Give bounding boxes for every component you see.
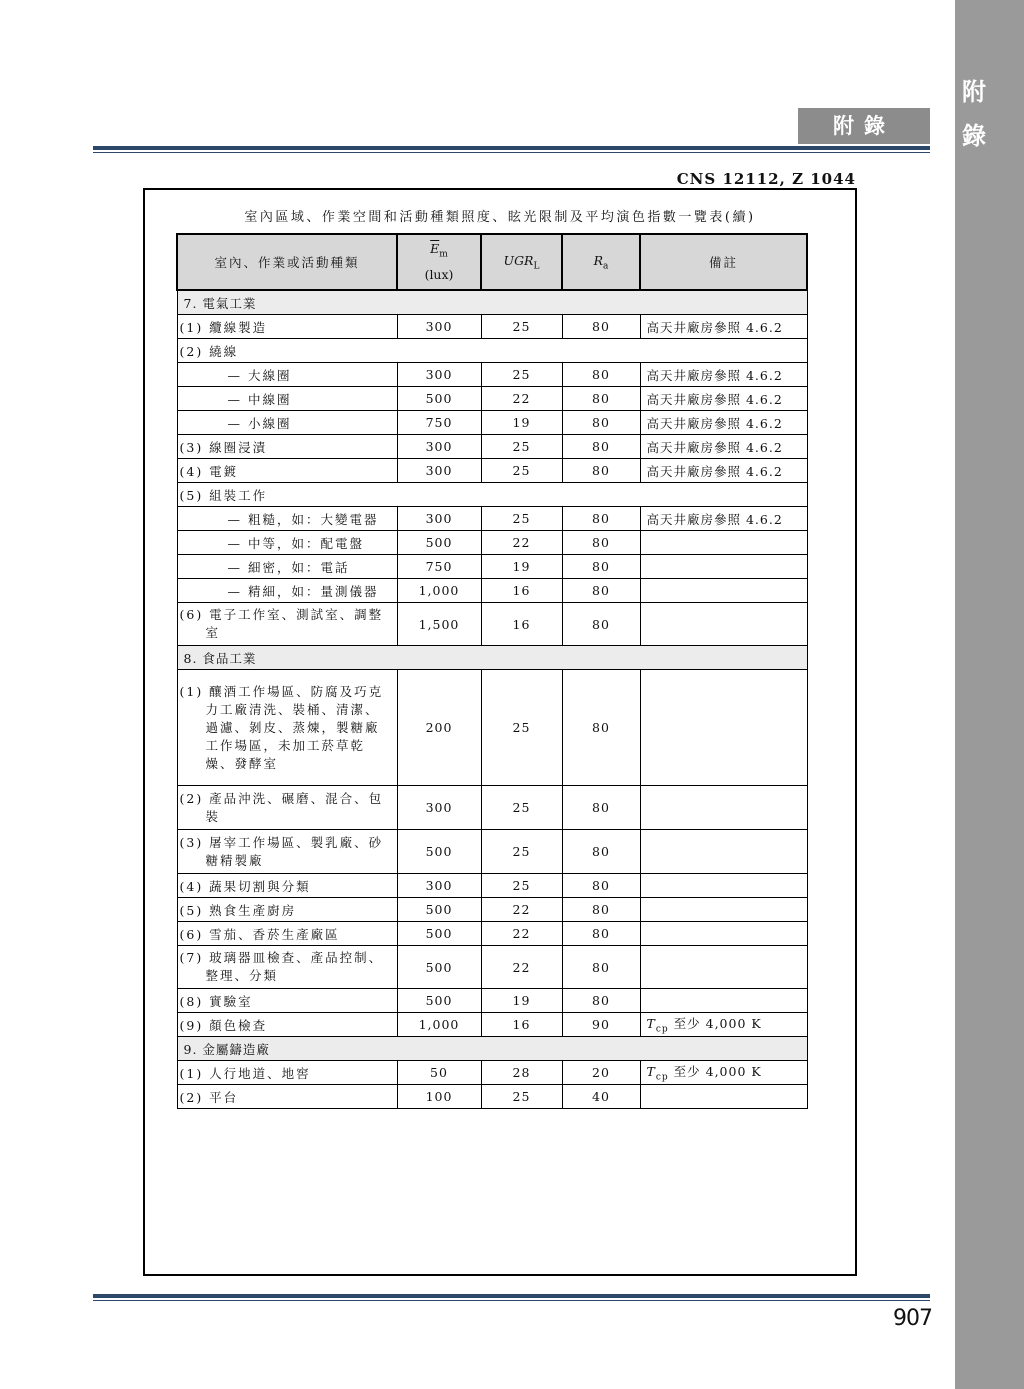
remarks-cell [640, 989, 807, 1013]
column-header-ra: $R_a$ [562, 234, 640, 290]
footer-rule-thick [93, 1294, 930, 1298]
table-row [177, 874, 807, 898]
em-value-cell: 50 [397, 1061, 481, 1085]
remarks-cell [640, 579, 807, 603]
em-value-cell: 1,000 [397, 1013, 481, 1037]
remarks-cell: 高天井廠房參照 4.6.2 [640, 315, 807, 339]
ugr-value-cell: 28 [481, 1061, 562, 1085]
table-row [177, 387, 807, 411]
section-row [177, 290, 807, 315]
ugr-value-cell: 22 [481, 898, 562, 922]
activity-cell: (2) 繞線 [177, 339, 807, 363]
section-row [177, 1037, 807, 1061]
remarks-cell: 高天井廠房參照 4.6.2 [640, 459, 807, 483]
ra-value-cell: 80 [562, 898, 640, 922]
em-value-cell: 500 [397, 531, 481, 555]
page-number: 907 [893, 1306, 932, 1331]
em-value-cell: 300 [397, 786, 481, 830]
ugr-value-cell: 22 [481, 922, 562, 946]
table-row [177, 830, 807, 874]
table-row [177, 898, 807, 922]
activity-cell: — 小線圈 [177, 411, 397, 435]
remarks-cell: 高天井廠房參照 4.6.2 [640, 435, 807, 459]
activity-cell: (6) 電子工作室、測試室、調整室 [177, 603, 397, 646]
table-row [177, 989, 807, 1013]
side-tab-char-1: 附 [962, 78, 986, 106]
activity-cell: — 中線圈 [177, 387, 397, 411]
em-value-cell: 500 [397, 946, 481, 989]
activity-cell: (4) 蔬果切割與分類 [177, 874, 397, 898]
activity-cell: (9) 顏色檢查 [177, 1013, 397, 1037]
ugr-value-cell: 25 [481, 670, 562, 786]
ra-value-cell: 20 [562, 1061, 640, 1085]
table-row [177, 603, 807, 646]
ra-value-cell: 80 [562, 507, 640, 531]
footer-rule-thin [93, 1300, 930, 1301]
table-row [177, 483, 807, 507]
activity-cell: — 中等，如：配電盤 [177, 531, 397, 555]
ra-value-cell: 80 [562, 786, 640, 830]
section-title: 7. 電氣工業 [177, 290, 807, 315]
activity-cell: (2) 產品沖洗、碾磨、混合、包裝 [177, 786, 397, 830]
ra-value-cell: 80 [562, 315, 640, 339]
activity-cell: (5) 熟食生產廚房 [177, 898, 397, 922]
table-row [177, 786, 807, 830]
side-band [955, 0, 1024, 1389]
activity-cell: (1) 人行地道、地窖 [177, 1061, 397, 1085]
table-row [177, 315, 807, 339]
activity-cell: (8) 實驗室 [177, 989, 397, 1013]
table-row [177, 946, 807, 989]
activity-cell: — 大線圈 [177, 363, 397, 387]
ra-value-cell: 40 [562, 1085, 640, 1109]
em-value-cell: 300 [397, 435, 481, 459]
activity-cell: (1) 釀酒工作場區、防腐及巧克力工廠清洗、裝桶、清潔、過濾、剝皮、蒸煉，製糖廠工作場區，未加工菸草乾燥、發酵室 [177, 670, 397, 786]
ra-value-cell: 80 [562, 989, 640, 1013]
ugr-value-cell: 19 [481, 989, 562, 1013]
em-value-cell: 200 [397, 670, 481, 786]
activity-cell: (2) 平台 [177, 1085, 397, 1109]
ugr-value-cell: 25 [481, 786, 562, 830]
remarks-cell [640, 670, 807, 786]
side-tab-char-2: 錄 [962, 122, 986, 150]
ugr-value-cell: 22 [481, 531, 562, 555]
table-row [177, 1013, 807, 1037]
remarks-cell [640, 922, 807, 946]
em-value-cell: 1,500 [397, 603, 481, 646]
header-section-tab: 附錄 [798, 108, 930, 144]
ra-value-cell: 80 [562, 922, 640, 946]
em-value-cell: 500 [397, 830, 481, 874]
ra-value-cell: 80 [562, 946, 640, 989]
ugr-value-cell: 25 [481, 1085, 562, 1109]
remarks-cell [640, 830, 807, 874]
table-row [177, 459, 807, 483]
ra-value-cell: 80 [562, 830, 640, 874]
remarks-cell [640, 874, 807, 898]
activity-cell: (7) 玻璃器皿檢查、產品控制、整理、分類 [177, 946, 397, 989]
activity-cell: (3) 屠宰工作場區、製乳廠、砂糖精製廠 [177, 830, 397, 874]
ra-value-cell: 80 [562, 363, 640, 387]
remarks-cell: $T_{cp}$ 至少 4,000 K [640, 1013, 807, 1037]
table-row [177, 531, 807, 555]
table-header-row [177, 234, 807, 290]
ra-value-cell: 80 [562, 459, 640, 483]
ugr-value-cell: 16 [481, 579, 562, 603]
ugr-value-cell: 25 [481, 459, 562, 483]
table-row [177, 507, 807, 531]
table-row [177, 670, 807, 786]
remarks-cell [640, 946, 807, 989]
ugr-value-cell: 22 [481, 946, 562, 989]
ugr-value-cell: 25 [481, 435, 562, 459]
ra-value-cell: 80 [562, 603, 640, 646]
activity-cell: — 精細，如：量測儀器 [177, 579, 397, 603]
em-value-cell: 500 [397, 989, 481, 1013]
table-row [177, 579, 807, 603]
ra-value-cell: 80 [562, 874, 640, 898]
remarks-cell: 高天井廠房參照 4.6.2 [640, 411, 807, 435]
em-value-cell: 300 [397, 874, 481, 898]
column-header-remarks: 備註 [640, 234, 807, 290]
activity-cell: (5) 組裝工作 [177, 483, 807, 507]
illuminance-table [176, 233, 808, 1109]
column-header-em: $\overline{E}_m$ (lux) [397, 234, 481, 290]
section-title: 8. 食品工業 [177, 646, 807, 670]
remarks-cell: 高天井廠房參照 4.6.2 [640, 387, 807, 411]
activity-cell: — 細密，如：電話 [177, 555, 397, 579]
section-title: 9. 金屬鑄造廠 [177, 1037, 807, 1061]
ra-value-cell: 80 [562, 387, 640, 411]
ugr-value-cell: 19 [481, 411, 562, 435]
remarks-cell: 高天井廠房參照 4.6.2 [640, 363, 807, 387]
em-value-cell: 500 [397, 898, 481, 922]
ra-value-cell: 80 [562, 411, 640, 435]
em-value-cell: 1,000 [397, 579, 481, 603]
column-header-ugr: $UGR_L$ [481, 234, 562, 290]
ra-value-cell: 80 [562, 555, 640, 579]
remarks-cell [640, 555, 807, 579]
remarks-cell [640, 786, 807, 830]
ra-value-cell: 80 [562, 670, 640, 786]
table-row [177, 411, 807, 435]
em-value-cell: 750 [397, 411, 481, 435]
activity-cell: (6) 雪茄、香菸生產廠區 [177, 922, 397, 946]
em-value-cell: 300 [397, 459, 481, 483]
ugr-value-cell: 25 [481, 363, 562, 387]
ugr-value-cell: 25 [481, 830, 562, 874]
remarks-cell [640, 603, 807, 646]
remarks-cell: 高天井廠房參照 4.6.2 [640, 507, 807, 531]
em-value-cell: 500 [397, 387, 481, 411]
ra-value-cell: 80 [562, 435, 640, 459]
standard-code: CNS 12112, Z 1044 [676, 170, 856, 188]
section-row [177, 646, 807, 670]
activity-cell: (4) 電鍍 [177, 459, 397, 483]
em-value-cell: 300 [397, 363, 481, 387]
side-tab-label [962, 70, 986, 158]
header-rule-thin [93, 152, 930, 153]
table-row [177, 555, 807, 579]
table-row [177, 922, 807, 946]
em-value-cell: 750 [397, 555, 481, 579]
activity-cell: (1) 纜線製造 [177, 315, 397, 339]
ugr-value-cell: 19 [481, 555, 562, 579]
ugr-value-cell: 25 [481, 507, 562, 531]
em-value-cell: 300 [397, 507, 481, 531]
ugr-value-cell: 16 [481, 1013, 562, 1037]
table-caption: 室內區域、作業空間和活動種類照度、眩光限制及平均演色指數一覽表(續) [244, 210, 756, 225]
table-row [177, 1085, 807, 1109]
remarks-cell [640, 898, 807, 922]
ugr-value-cell: 16 [481, 603, 562, 646]
remarks-cell: $T_{cp}$ 至少 4,000 K [640, 1061, 807, 1085]
activity-cell: — 粗糙，如：大變電器 [177, 507, 397, 531]
em-value-cell: 100 [397, 1085, 481, 1109]
table-row [177, 363, 807, 387]
em-value-cell: 300 [397, 315, 481, 339]
table-row [177, 339, 807, 363]
table-row [177, 1061, 807, 1085]
ugr-value-cell: 25 [481, 315, 562, 339]
ugr-value-cell: 22 [481, 387, 562, 411]
activity-cell: (3) 線圈浸漬 [177, 435, 397, 459]
column-header-activity: 室內、作業或活動種類 [177, 234, 397, 290]
remarks-cell [640, 1085, 807, 1109]
em-value-cell: 500 [397, 922, 481, 946]
table-row [177, 435, 807, 459]
ra-value-cell: 80 [562, 531, 640, 555]
ra-value-cell: 80 [562, 579, 640, 603]
remarks-cell [640, 531, 807, 555]
ra-value-cell: 90 [562, 1013, 640, 1037]
ugr-value-cell: 25 [481, 874, 562, 898]
header-rule-thick [93, 146, 930, 150]
